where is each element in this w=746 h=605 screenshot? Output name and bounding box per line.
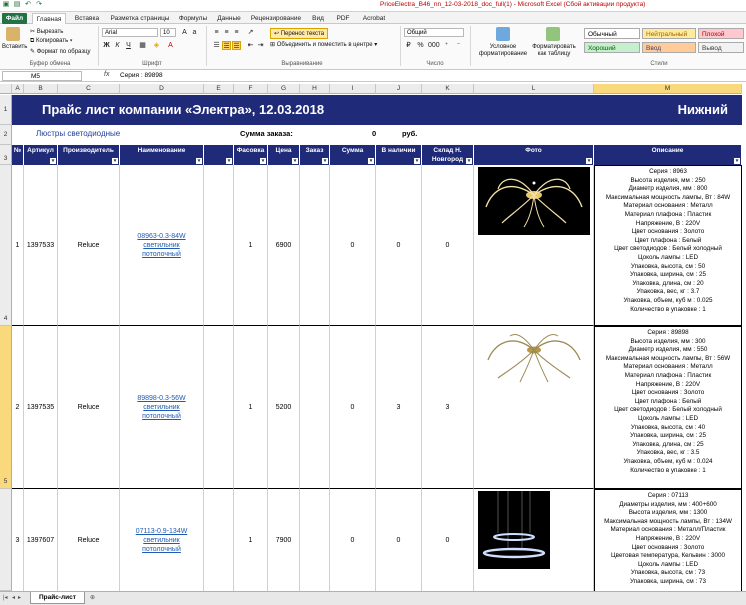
orientation-icon[interactable]: ↗ — [247, 29, 254, 36]
column-header-h[interactable]: H — [300, 84, 330, 94]
decrease-decimal-icon[interactable]: ⁻ — [456, 42, 461, 49]
merge-center-button[interactable]: ⊞ Объединить и поместить в центре ▾ — [270, 42, 378, 48]
title-bar — [0, 0, 746, 12]
formula-bar — [0, 70, 746, 82]
cell-stock[interactable]: 0 — [376, 165, 422, 326]
name-box[interactable]: M5 — [2, 71, 82, 81]
ribbon-separator — [206, 26, 207, 66]
ribbon — [0, 24, 746, 70]
tab-file[interactable]: Файл — [2, 13, 27, 24]
header-article: Артикул ▾ — [24, 145, 58, 165]
new-sheet-icon[interactable]: ⊕ — [90, 595, 96, 601]
cut-button[interactable]: ✂ Вырезать — [30, 29, 64, 35]
format-table-icon[interactable] — [546, 27, 560, 41]
style-input[interactable]: Ввод — [642, 42, 696, 53]
cell-maker[interactable]: Reluce — [58, 326, 120, 489]
merge-icon: ⊞ — [270, 42, 277, 48]
tab-data[interactable]: Данные — [217, 15, 241, 22]
pendant-lamp-photo — [478, 491, 550, 569]
borders-icon[interactable]: ▦ — [139, 42, 146, 49]
wrap-text-button[interactable]: ↩ Перенос текста — [270, 28, 328, 39]
header-pack: Фасовка ▾ — [234, 145, 268, 165]
underline-button[interactable]: Ч — [126, 42, 131, 49]
row-header-6[interactable] — [0, 489, 12, 591]
sheet-tab-bar — [0, 591, 746, 605]
redo-icon[interactable]: ↷ — [36, 1, 42, 8]
cell-article[interactable]: 1397533 — [24, 165, 58, 326]
filter-dropdown-icon[interactable]: ▾ — [369, 158, 373, 164]
next-sheet-icon[interactable]: ▸ — [18, 595, 22, 601]
tab-page-layout[interactable]: Разметка страницы — [110, 15, 170, 22]
column-header-b[interactable]: B — [24, 84, 58, 94]
shrink-font-button[interactable]: a — [192, 29, 197, 36]
font-color-icon[interactable]: A — [168, 42, 173, 49]
paste-icon[interactable] — [6, 27, 20, 41]
cell-empty[interactable] — [204, 165, 234, 326]
function-icon[interactable]: fx — [104, 71, 110, 78]
align-center-icon[interactable]: ☰ — [223, 43, 230, 50]
prev-sheet-icon[interactable]: ◂ — [12, 595, 16, 601]
tab-insert[interactable]: Вставка — [74, 15, 100, 22]
cell-stock[interactable]: 0 — [376, 489, 422, 591]
percent-icon[interactable]: % — [417, 42, 424, 49]
align-right-icon[interactable]: ☰ — [233, 43, 240, 50]
product-link[interactable]: 07113-0.9-134W светильник потолочный — [120, 489, 204, 591]
row-header-2[interactable]: 2 — [0, 125, 12, 145]
column-header-c[interactable]: C — [58, 84, 120, 94]
column-header-g[interactable]: G — [268, 84, 300, 94]
header-order: Заказ ▾ — [300, 145, 330, 165]
filter-dropdown-icon[interactable]: ▾ — [293, 158, 297, 164]
column-header-m[interactable]: M — [594, 84, 742, 94]
cell-sum[interactable]: 0 — [330, 489, 376, 591]
product-link[interactable]: 08963-0.3-84W светильник потолочный — [120, 165, 204, 326]
style-normal[interactable]: Обычный — [584, 28, 640, 39]
number-format-select[interactable]: Общий — [404, 28, 464, 37]
format-painter-button[interactable]: ✎ Формат по образцу — [30, 49, 91, 55]
header-warehouse: Склад Н. Новгород ▾ — [422, 145, 474, 165]
cell-pack[interactable]: 1 — [234, 326, 268, 489]
row-header-4[interactable]: 4 — [0, 165, 12, 326]
cell-price[interactable]: 7900 — [268, 489, 300, 591]
tab-review[interactable]: Рецензирование — [250, 15, 302, 22]
filter-dropdown-icon[interactable]: ▾ — [323, 158, 327, 164]
column-header-l[interactable]: L — [474, 84, 594, 94]
cell-sum[interactable]: 0 — [330, 326, 376, 489]
row-header-3[interactable]: 3 — [0, 145, 12, 165]
first-sheet-icon[interactable]: |◂ — [3, 595, 8, 601]
filter-dropdown-icon[interactable]: ▾ — [587, 158, 591, 164]
filter-dropdown-icon[interactable]: ▾ — [51, 158, 55, 164]
header-price: Цена ▾ — [268, 145, 300, 165]
chandelier-photo — [478, 167, 590, 235]
increase-indent-icon[interactable]: ⇥ — [257, 42, 264, 49]
price-list-banner — [12, 95, 742, 125]
thousands-icon[interactable]: 000 — [428, 42, 440, 49]
cell-price[interactable]: 6900 — [268, 165, 300, 326]
row-header-1[interactable]: 1 — [0, 95, 12, 125]
header-empty — [204, 145, 234, 165]
filter-dropdown-icon[interactable]: ▾ — [113, 158, 117, 164]
italic-button[interactable]: К — [115, 42, 120, 49]
scissors-icon: ✂ — [30, 29, 37, 35]
copy-button[interactable]: ⧉ Копировать ▾ — [30, 38, 73, 44]
style-good[interactable]: Хороший — [584, 42, 640, 53]
description-cell[interactable]: Серия : 07113 Диаметры изделия, мм : 400+600 Высота изделия, мм : 1300 Максимальная мощность лампы, Вт : 134W Материал основания : Металл/Пластик Напряжение, В : 220V Цвет основания : Золото Цветовая температура, Кельвин : 3000 Цоколь лампы : LED Упаковка, высота, см : 73 Упаковка, ширина, см : 73 — [594, 489, 742, 591]
cell-sum[interactable]: 0 — [330, 165, 376, 326]
font-group-label: Шрифт — [142, 61, 162, 67]
paste-button[interactable]: Вставить — [2, 44, 28, 50]
filter-dropdown-icon[interactable]: ▾ — [261, 158, 265, 164]
header-stock: В наличии ▾ — [376, 145, 422, 165]
cell-maker[interactable]: Reluce — [58, 165, 120, 326]
cell-warehouse[interactable]: 0 — [422, 489, 474, 591]
region-label: Нижний — [677, 102, 728, 117]
header-sum: Сумма ▾ — [330, 145, 376, 165]
chandelier-icon — [478, 167, 590, 235]
clipboard-group-label: Буфер обмена — [29, 61, 71, 67]
cell-pack[interactable]: 1 — [234, 489, 268, 591]
column-header-j[interactable]: J — [376, 84, 422, 94]
header-maker: Производитель ▾ — [58, 145, 120, 165]
cell-article[interactable]: 1397535 — [24, 326, 58, 489]
header-name: Наименование ▾ — [120, 145, 204, 165]
filter-dropdown-icon[interactable]: ▾ — [467, 158, 471, 164]
align-left-icon[interactable]: ☰ — [213, 42, 220, 49]
currency-label: руб. — [402, 129, 418, 138]
conditional-format-icon[interactable] — [496, 27, 510, 41]
order-sum-value: 0 — [372, 129, 377, 138]
column-header-a[interactable]: A — [12, 84, 24, 94]
header-photo: Фото ▾ — [474, 145, 594, 165]
style-bad[interactable]: Плохой — [698, 28, 744, 39]
cell-number[interactable]: 3 — [12, 489, 24, 591]
conditional-format-button[interactable]: Условное форматирование — [478, 44, 528, 57]
tab-view[interactable]: Вид — [312, 15, 324, 22]
price-list-title: Прайс лист компании «Электра», 12.03.2018 — [42, 102, 325, 117]
filter-dropdown-icon[interactable]: ▾ — [735, 158, 739, 164]
cell-article[interactable]: 1397607 — [24, 489, 58, 591]
cell-number[interactable]: 1 — [12, 165, 24, 326]
order-sum-label: Сумма заказа: — [240, 129, 293, 138]
tab-formulas[interactable]: Формулы — [178, 15, 208, 22]
row-header-5[interactable]: 5 — [0, 326, 12, 489]
format-table-button[interactable]: Форматировать как таблицу — [532, 44, 576, 57]
decrease-indent-icon[interactable]: ⇤ — [247, 42, 254, 49]
ribbon-tabs — [0, 12, 746, 24]
cell-number[interactable]: 2 — [12, 326, 24, 489]
filter-dropdown-icon[interactable]: ▾ — [227, 158, 231, 164]
align-middle-icon[interactable]: ≡ — [224, 29, 229, 36]
currency-icon[interactable]: ₽ — [406, 42, 411, 49]
column-header-f[interactable]: F — [234, 84, 268, 94]
font-name-select[interactable]: Arial — [102, 28, 158, 37]
column-header-d[interactable]: D — [120, 84, 204, 94]
window-title: PriceElectra_B46_nn_12-03-2018_doc_full(1) - Microsoft Excel (Сбой активации продукта) — [380, 1, 646, 8]
cell-warehouse[interactable]: 0 — [422, 165, 474, 326]
alignment-group-label: Выравнивание — [281, 61, 323, 67]
formula-input[interactable]: Серия : 89898 — [120, 72, 163, 79]
chandelier-photo — [478, 328, 590, 388]
filter-dropdown-icon[interactable]: ▾ — [415, 158, 419, 164]
product-link[interactable]: 89898-0.3-56W светильник потолочный — [120, 326, 204, 489]
align-top-icon[interactable]: ≡ — [214, 29, 219, 36]
cell-pack[interactable]: 1 — [234, 165, 268, 326]
fill-color-icon[interactable]: ◈ — [153, 42, 160, 49]
header-number: № — [12, 145, 24, 165]
cell-empty[interactable] — [204, 489, 234, 591]
cell-stock[interactable]: 3 — [376, 326, 422, 489]
wrap-icon: ↩ — [274, 31, 281, 37]
cell-warehouse[interactable]: 3 — [422, 326, 474, 489]
pendant-lamp-icon — [478, 491, 550, 569]
number-group-label: Число — [426, 61, 444, 67]
ribbon-separator — [400, 26, 401, 66]
cell-order[interactable] — [300, 489, 330, 591]
column-header-k[interactable]: K — [422, 84, 474, 94]
font-size-select[interactable]: 10 — [160, 28, 176, 37]
ribbon-separator — [470, 26, 471, 66]
column-header-i[interactable]: I — [330, 84, 376, 94]
align-bottom-icon[interactable]: ≡ — [234, 29, 239, 36]
filter-dropdown-icon[interactable]: ▾ — [197, 158, 201, 164]
description-cell[interactable]: Серия : 89898 Высота изделия, мм : 300 Диаметр изделия, мм : 550 Максимальная мощность лампы, Вт : 56W Материал основания : Металл Материал плафона : Пластик Напряжение, В : 220V Цвет основания : Золото Цвет плафона : Белый Цвет светодиодов : Белый холодный Цоколь лампы : LED Упаковка, высота, см : 40 Упаковка, ширина, см : 25 Упаковка, длина, см : 25 Упаковка, вес, кг : 3.5 Упаковка, объем, куб м : 0.024 Количество в упаковке : 1 — [594, 326, 742, 489]
chandelier-icon — [478, 328, 590, 388]
ribbon-separator — [98, 26, 99, 66]
cell-order[interactable] — [300, 165, 330, 326]
tab-home[interactable]: Главная — [32, 13, 66, 24]
cell-order[interactable] — [300, 326, 330, 489]
tab-pdf[interactable]: PDF — [336, 15, 350, 22]
sheet-tab-price-list[interactable]: Прайс-лист — [30, 592, 85, 604]
brush-icon: ✎ — [30, 49, 37, 55]
styles-group-label: Стили — [650, 61, 668, 67]
style-neutral[interactable]: Нейтральный — [642, 28, 696, 39]
style-output[interactable]: Вывод — [698, 42, 744, 53]
category-label: Люстры светодиодные — [36, 129, 121, 138]
quick-access-toolbar — [2, 1, 43, 9]
bold-button[interactable]: Ж — [103, 42, 110, 49]
column-header-e[interactable]: E — [204, 84, 234, 94]
excel-logo-icon: ▣ — [2, 1, 10, 8]
save-icon[interactable]: ▤ — [13, 1, 21, 8]
increase-decimal-icon[interactable]: ⁺ — [444, 42, 449, 49]
header-description: Описание ▾ — [594, 145, 742, 165]
tab-acrobat[interactable]: Acrobat — [362, 15, 386, 22]
cell-price[interactable]: 5200 — [268, 326, 300, 489]
cell-maker[interactable]: Reluce — [58, 489, 120, 591]
cell-empty[interactable] — [204, 326, 234, 489]
grow-font-button[interactable]: A — [182, 29, 187, 36]
undo-icon[interactable]: ↶ — [25, 1, 31, 8]
select-all-corner[interactable] — [0, 84, 12, 94]
description-cell[interactable]: Серия : 8963 Высота изделия, мм : 250 Диаметр изделия, мм : 800 Максимальная мощность лампы, Вт : 84W Материал основания : Металл Материал плафона : Пластик Напряжение, В : 220V Цвет основания : Золото Цвет плафона : Белый Цвет светодиодов : Белый холодный Цоколь лампы : LED Упаковка, высота, см : 50 Упаковка, ширина, см : 25 Упаковка, длина, см : 20 Упаковка, вес, кг : 3.7 Упаковка, объем, куб м : 0.025 Количество в упаковке : 1 — [594, 165, 742, 326]
copy-icon: ⧉ — [30, 38, 36, 44]
